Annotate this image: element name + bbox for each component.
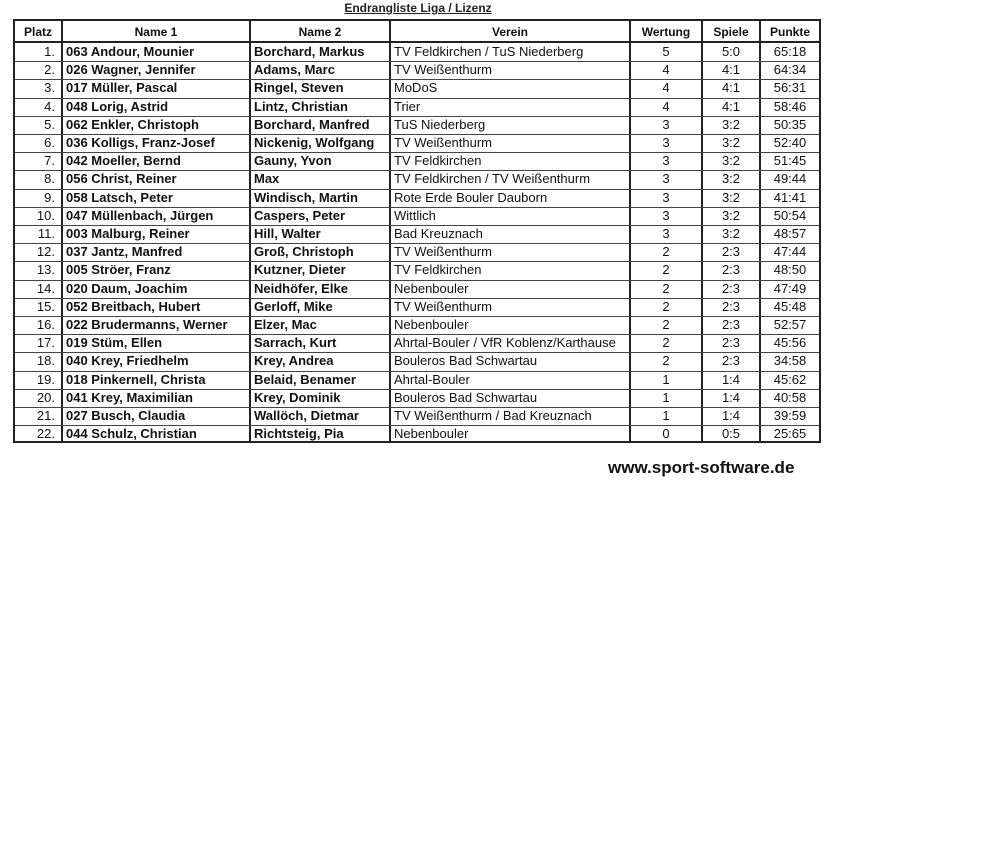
table-cell-spiele: 2:3 [721,335,741,350]
header-verein: Verein [491,25,529,39]
table-cell-spiele: 5:0 [721,44,741,59]
table-cell-name2: Sarrach, Kurt [254,335,337,350]
table-cell-spiele: 3:2 [721,226,741,241]
table-cell-name1: 040 Krey, Friedhelm [66,353,189,368]
table-cell-name1: 036 Kolligs, Franz-Josef [66,135,215,150]
table-cell-spiele: 2:3 [721,353,741,368]
table-cell-wertung: 2 [662,244,670,259]
table-cell-spiele: 3:2 [721,208,741,223]
column-divider [389,21,391,441]
table-cell-punkte: 48:50 [773,262,807,277]
header-punkte: Punkte [769,25,810,39]
table-cell-platz: 15. [36,299,55,314]
table-cell-name2: Windisch, Martin [254,190,358,205]
table-cell-name1: 052 Breitbach, Hubert [66,299,201,314]
table-cell-platz: 22. [36,426,55,441]
table-cell-wertung: 3 [662,153,670,168]
table-cell-punkte: 47:49 [773,281,807,296]
table-cell-wertung: 2 [662,299,670,314]
table-cell-platz: 8. [44,171,55,186]
header-name2: Name 2 [298,25,342,39]
table-cell-name2: Nickenig, Wolfgang [254,135,375,150]
table-cell-punkte: 49:44 [773,171,807,186]
table-cell-wertung: 2 [662,317,670,332]
column-divider [249,21,251,441]
table-cell-spiele: 3:2 [721,153,741,168]
table-cell-verein: Ahrtal-Bouler / VfR Koblenz/Karthause [394,335,616,350]
table-cell-verein: TV Feldkirchen / TV Weißenthurm [394,171,591,186]
table-cell-name1: 041 Krey, Maximilian [66,390,193,405]
table-cell-platz: 1. [44,44,55,59]
table-cell-name1: 058 Latsch, Peter [66,190,173,205]
table-cell-platz: 3. [44,80,55,95]
table-cell-platz: 7. [44,153,55,168]
table-cell-name1: 037 Jantz, Manfred [66,244,183,259]
table-cell-verein: Bouleros Bad Schwartau [394,353,538,368]
table-cell-platz: 5. [44,117,55,132]
table-cell-name1: 020 Daum, Joachim [66,281,188,296]
table-cell-verein: Nebenbouler [394,317,469,332]
table-cell-punkte: 41:41 [773,190,807,205]
table-cell-wertung: 4 [662,80,670,95]
table-cell-wertung: 2 [662,262,670,277]
table-cell-name2: Ringel, Steven [254,80,344,95]
table-cell-name2: Kutzner, Dieter [254,262,346,277]
table-cell-spiele: 2:3 [721,244,741,259]
table-cell-name2: Krey, Dominik [254,390,341,405]
table-cell-wertung: 3 [662,135,670,150]
table-cell-verein: TV Weißenthurm [394,62,493,77]
table-cell-verein: Nebenbouler [394,281,469,296]
table-cell-verein: Nebenbouler [394,426,469,441]
table-cell-name1: 044 Schulz, Christian [66,426,197,441]
table-cell-name2: Borchard, Markus [254,44,365,59]
table-cell-platz: 21. [36,408,55,423]
table-cell-verein: TuS Niederberg [394,117,486,132]
table-cell-punkte: 45:62 [773,372,807,387]
table-cell-punkte: 65:18 [773,44,807,59]
table-cell-name1: 027 Busch, Claudia [66,408,186,423]
table-cell-wertung: 3 [662,171,670,186]
table-cell-name1: 056 Christ, Reiner [66,171,177,186]
table-cell-name2: Gauny, Yvon [254,153,332,168]
table-cell-punkte: 56:31 [773,80,807,95]
table-cell-wertung: 2 [662,335,670,350]
table-cell-spiele: 2:3 [721,262,741,277]
table-cell-spiele: 0:5 [721,426,741,441]
header-wertung: Wertung [641,25,691,39]
table-cell-name1: 019 Stüm, Ellen [66,335,163,350]
table-cell-platz: 4. [44,99,55,114]
table-cell-wertung: 2 [662,281,670,296]
table-cell-name2: Lintz, Christian [254,99,348,114]
table-cell-wertung: 5 [662,44,670,59]
table-cell-spiele: 1:4 [721,408,741,423]
table-cell-wertung: 1 [662,372,670,387]
table-cell-spiele: 2:3 [721,281,741,296]
table-cell-platz: 18. [36,353,55,368]
table-cell-verein: Bouleros Bad Schwartau [394,390,538,405]
table-cell-spiele: 4:1 [721,80,741,95]
table-cell-platz: 16. [36,317,55,332]
table-cell-punkte: 58:46 [773,99,807,114]
table-cell-verein: Wittlich [394,208,436,223]
table-cell-wertung: 0 [662,426,670,441]
table-cell-punkte: 45:56 [773,335,807,350]
website-footer: www.sport-software.de [608,458,795,477]
table-cell-name2: Gerloff, Mike [254,299,333,314]
table-cell-name1: 042 Moeller, Bernd [66,153,181,168]
table-cell-platz: 17. [36,335,55,350]
table-cell-platz: 6. [44,135,55,150]
table-cell-wertung: 1 [662,390,670,405]
table-cell-verein: TV Feldkirchen / TuS Niederberg [394,44,584,59]
column-divider [61,21,63,441]
table-cell-punkte: 52:57 [773,317,807,332]
table-cell-name2: Wallöch, Dietmar [254,408,359,423]
table-cell-name2: Groß, Christoph [254,244,354,259]
table-cell-verein: TV Weißenthurm / Bad Kreuznach [394,408,592,423]
table-cell-platz: 2. [44,62,55,77]
table-cell-spiele: 2:3 [721,317,741,332]
table-cell-wertung: 4 [662,99,670,114]
table-cell-verein: Rote Erde Bouler Dauborn [394,190,548,205]
table-cell-wertung: 3 [662,226,670,241]
table-cell-name2: Elzer, Mac [254,317,317,332]
table-cell-name1: 005 Ströer, Franz [66,262,171,277]
table-cell-verein: Ahrtal-Bouler [394,372,470,387]
table-cell-platz: 10. [36,208,55,223]
ranking-table [13,19,821,443]
page-title: Endrangliste Liga / Lizenz [344,1,492,15]
table-cell-punkte: 25:65 [773,426,807,441]
table-cell-name1: 048 Lorig, Astrid [66,99,169,114]
table-cell-name2: Adams, Marc [254,62,335,77]
table-cell-punkte: 34:58 [773,353,807,368]
table-cell-verein: TV Weißenthurm [394,244,493,259]
table-cell-name2: Krey, Andrea [254,353,334,368]
table-cell-punkte: 51:45 [773,153,807,168]
table-cell-platz: 12. [36,244,55,259]
table-cell-punkte: 39:59 [773,408,807,423]
table-cell-spiele: 3:2 [721,135,741,150]
table-cell-wertung: 1 [662,408,670,423]
table-cell-name1: 063 Andour, Mounier [66,44,195,59]
header-spiele: Spiele [713,25,749,39]
table-cell-spiele: 2:3 [721,299,741,314]
table-cell-verein: TV Feldkirchen [394,153,482,168]
table-cell-verein: MoDoS [394,80,438,95]
table-cell-platz: 19. [36,372,55,387]
table-cell-spiele: 4:1 [721,62,741,77]
table-cell-name2: Neidhöfer, Elke [254,281,348,296]
table-cell-name1: 047 Müllenbach, Jürgen [66,208,214,223]
table-cell-name2: Borchard, Manfred [254,117,370,132]
table-cell-name2: Caspers, Peter [254,208,346,223]
table-cell-name1: 017 Müller, Pascal [66,80,178,95]
table-cell-name1: 062 Enkler, Christoph [66,117,199,132]
table-cell-verein: Bad Kreuznach [394,226,483,241]
table-cell-platz: 14. [36,281,55,296]
table-cell-platz: 11. [37,226,55,241]
table-cell-platz: 9. [44,190,55,205]
table-cell-punkte: 64:34 [773,62,807,77]
table-cell-name2: Hill, Walter [254,226,321,241]
header-platz: Platz [23,25,52,39]
table-cell-name1: 003 Malburg, Reiner [66,226,190,241]
header-name1: Name 1 [134,25,178,39]
table-cell-spiele: 3:2 [721,171,741,186]
table-cell-verein: TV Feldkirchen [394,262,482,277]
table-cell-wertung: 3 [662,208,670,223]
table-cell-spiele: 4:1 [721,99,741,114]
table-cell-spiele: 3:2 [721,117,741,132]
table-cell-spiele: 1:4 [721,390,741,405]
table-cell-punkte: 47:44 [773,244,807,259]
table-cell-punkte: 50:54 [773,208,807,223]
table-cell-name1: 022 Brudermanns, Werner [66,317,228,332]
table-cell-name2: Richtsteig, Pia [254,426,344,441]
table-cell-punkte: 48:57 [773,226,807,241]
table-cell-name1: 026 Wagner, Jennifer [66,62,196,77]
table-cell-name2: Belaid, Benamer [254,372,356,387]
table-cell-name1: 018 Pinkernell, Christa [66,372,206,387]
table-cell-spiele: 1:4 [721,372,741,387]
table-cell-name2: Max [254,171,280,186]
table-cell-verein: Trier [394,99,421,114]
table-cell-punkte: 52:40 [773,135,807,150]
table-cell-verein: TV Weißenthurm [394,135,493,150]
table-cell-punkte: 50:35 [773,117,807,132]
table-cell-platz: 13. [36,262,55,277]
table-cell-punkte: 40:58 [773,390,807,405]
table-cell-wertung: 3 [662,190,670,205]
table-cell-wertung: 4 [662,62,670,77]
table-cell-wertung: 3 [662,117,670,132]
table-cell-verein: TV Weißenthurm [394,299,493,314]
table-cell-spiele: 3:2 [721,190,741,205]
table-cell-punkte: 45:48 [773,299,807,314]
table-cell-wertung: 2 [662,353,670,368]
table-cell-platz: 20. [36,390,55,405]
